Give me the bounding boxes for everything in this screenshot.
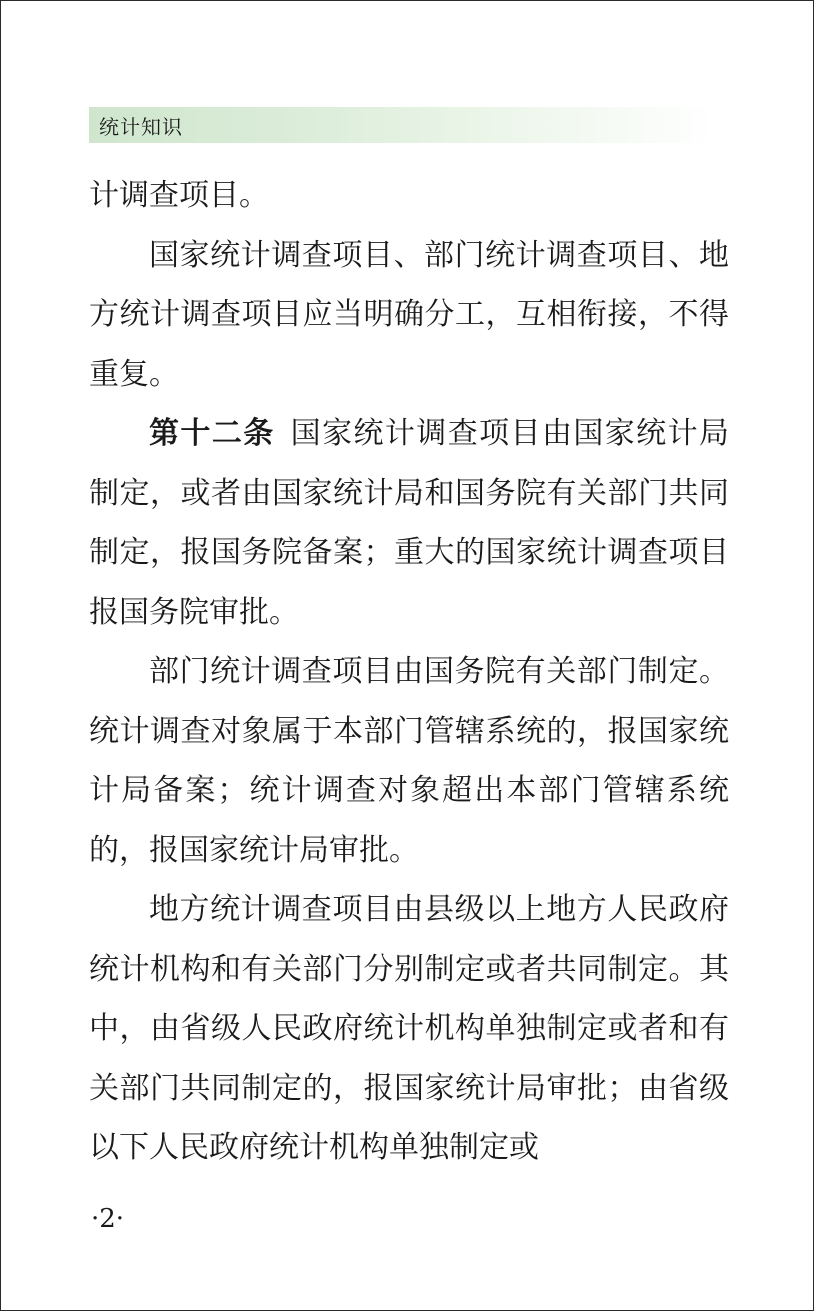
paragraph-4: 部门统计调查项目由国务院有关部门制定。统计调查对象属于本部门管辖系统的，报国家统计局备案；统计调查对象超出本部门管辖系统的，报国家统计局审批。 [89, 654, 729, 868]
body-text [89, 166, 729, 1178]
paragraph-3-text: 国家统计调查项目由国家统计局制定，或者由国家统计局和国务院有关部门共同制定，报国务院备案；重大的国家统计调查项目报国务院审批。 [89, 416, 730, 630]
article-title: 第十二条 [149, 416, 275, 451]
section-header-label: 统计知识 [99, 114, 183, 139]
paragraph-3 [89, 404, 729, 642]
paragraph-2: 国家统计调查项目、部门统计调查项目、地方统计调查项目应当明确分工，互相衔接，不得重复。 [89, 237, 729, 392]
paragraph-1: 计调查项目。 [89, 178, 269, 213]
page-number: ·2· [91, 1204, 125, 1234]
section-header-band [89, 107, 717, 143]
paragraph-5: 地方统计调查项目由县级以上地方人民政府统计机构和有关部门分别制定或者共同制定。其中，由省级人民政府统计机构单独制定或者和有关部门共同制定的，报国家统计局审批；由省级以下人民政府统计机构单独制定或 [89, 892, 729, 1165]
